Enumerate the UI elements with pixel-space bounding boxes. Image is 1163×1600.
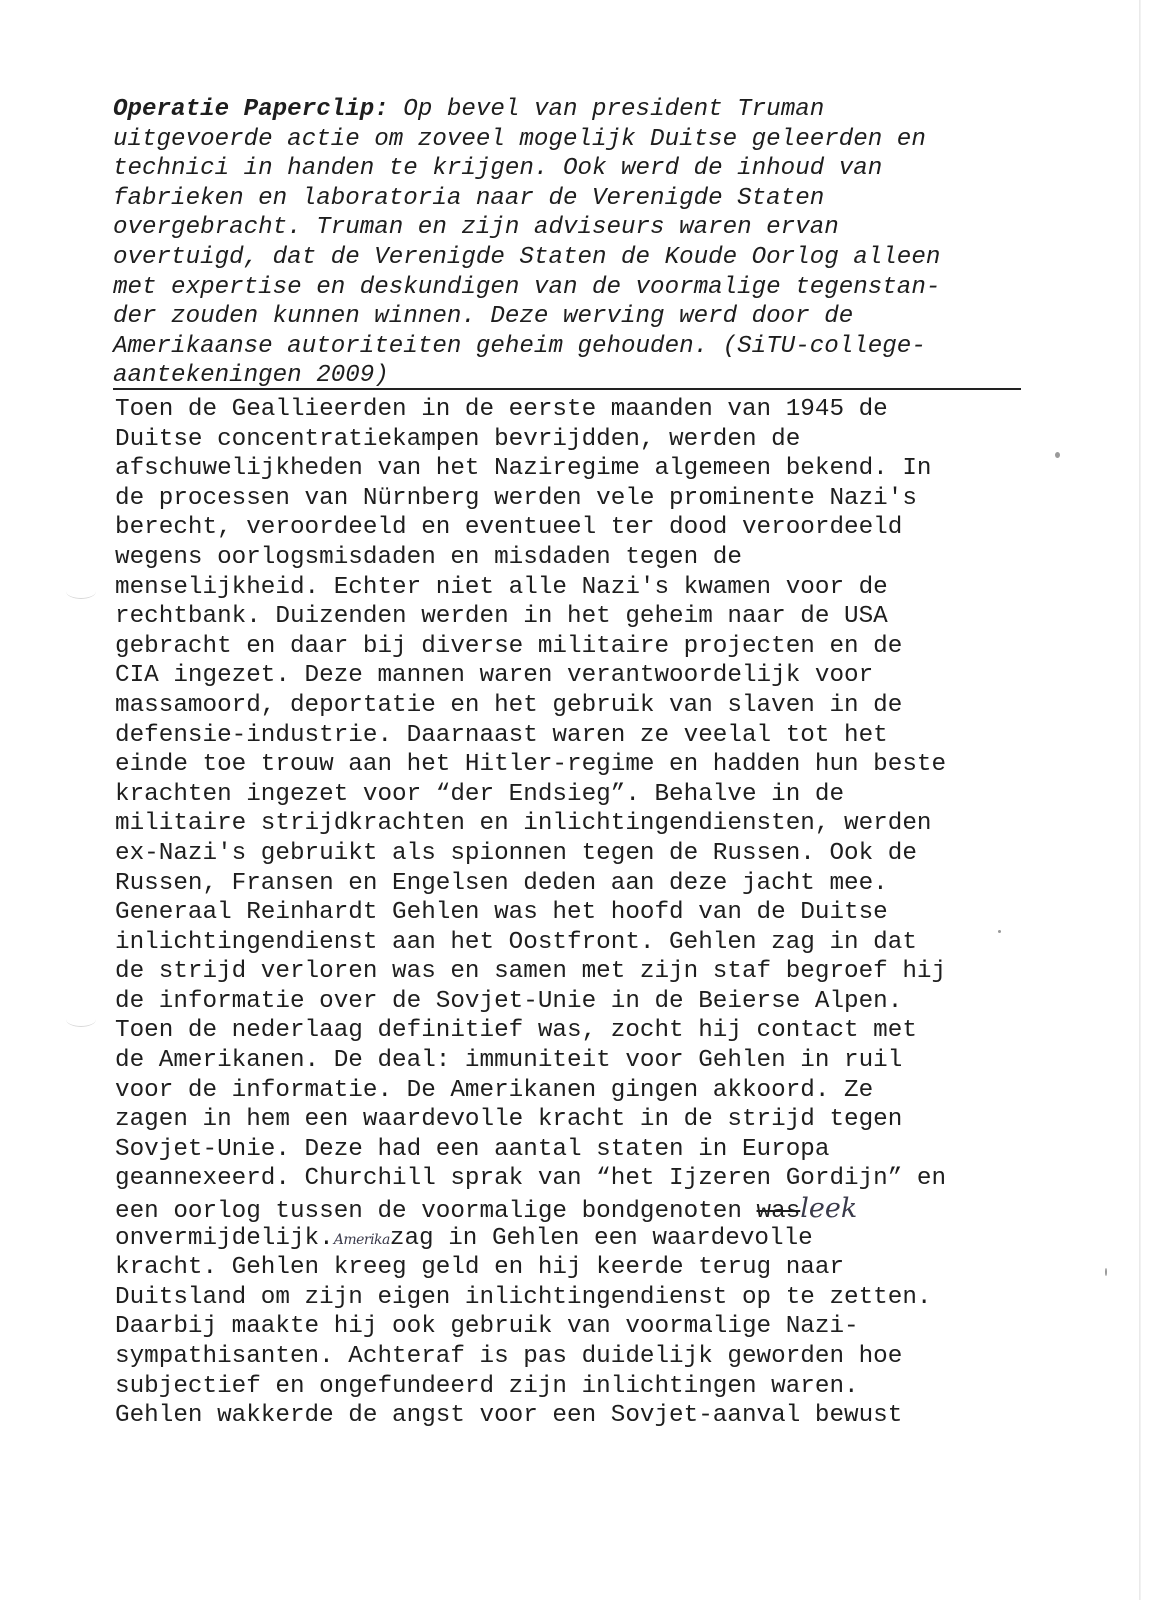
body-line: sympathisanten. Achteraf is pas duidelijk geworden hoe [115,1343,903,1370]
body-line: Generaal Reinhardt Gehlen was het hoofd van de Duitse [115,899,888,927]
body-line: gebracht en daar bij diverse militaire projecten en de [115,632,903,660]
intro-line: aantekeningen 2009) [113,362,389,390]
scan-speck [1105,1268,1107,1276]
body-line: berecht, veroordeeld en eventueel ter dood veroordeeld [115,514,903,542]
punch-hole-mark [66,584,96,599]
intro-paragraph [113,95,1013,391]
body-lines-a [115,395,1020,1194]
body-line: Duitse concentratiekampen bevrijdden, werden de [115,425,801,453]
intro-line: met expertise en deskundigen van de voormalige tegenstan- [113,273,941,301]
body-line: Daarbij maakte hij ook gebruik van voormalige Nazi- [115,1313,859,1341]
body-line: Sovjet-Unie. Deze had een aantal staten in Europa [115,1135,830,1163]
body-line: militaire strijdkrachten en inlichtingendiensten, werden [115,810,932,838]
body-line: massamoord, deportatie en het gebruik van slaven in de [115,691,903,719]
body-line: inlichtingendienst aan het Oostfront. Gehlen zag in dat [115,928,917,956]
body-line: voor de informatie. De Amerikanen gingen akkoord. Ze [115,1076,874,1104]
separator-rule [113,388,1021,390]
intro-line: Amerikaanse autoriteiten geheim gehouden. (SiTU-college- [113,332,926,360]
body-line: zagen in hem een waardevolle kracht in de strijd tegen [115,1106,903,1134]
body-line: menselijkheid. Echter niet alle Nazi's kwamen voor de [115,573,888,601]
page-edge [1139,0,1141,1600]
intro-line: fabrieken en laboratoria naar de Verenigde Staten [113,184,825,212]
body-line: subjectief en ongefundeerd zijn inlichtingen waren. [115,1372,859,1400]
handwritten-insertion: leek [800,1193,858,1225]
body-text [115,395,1020,1431]
body-line: rechtbank. Duizenden werden in het geheim naar de USA [115,603,888,631]
body-line: krachten ingezet voor “der Endsieg”. Behalve in de [115,780,845,808]
intro-line: Operatie Paperclip: Op bevel van president Truman [113,96,825,123]
body-line: Toen de Geallieerden in de eerste maanden van 1945 de [115,396,888,423]
body-line-amerika: onvermijdelijk.Amerikazag in Gehlen een waardevolle [115,1224,813,1252]
body-line: afschuwelijkheden van het Naziregime algemeen bekend. In [115,455,932,483]
intro-line: overtuigd, dat de Verenigde Staten de Koude Oorlog alleen [113,243,941,271]
body-line-strike: een oorlog tussen de voormalige bondgenoten wasleek [115,1193,858,1226]
intro-line: uitgevoerde actie om zoveel mogelijk Duitse geleerden en [113,125,926,153]
intro-line: overgebracht. Truman en zijn adviseurs waren ervan [113,214,839,242]
body-line: de informatie over de Sovjet-Unie in de Beierse Alpen. [115,987,903,1015]
body-line: de Amerikanen. De deal: immuniteit voor Gehlen in ruil [115,1047,903,1075]
body-line: geannexeerd. Churchill sprak van “het Ijzeren Gordijn” en [115,1165,947,1193]
body-line: de strijd verloren was en samen met zijn staf begroef hij [115,958,947,986]
body-line: Toen de nederlaag definitief was, zocht hij contact met [115,1017,917,1045]
body-line: kracht. Gehlen kreeg geld en hij keerde terug naar [115,1254,845,1282]
body-line: CIA ingezet. Deze mannen waren verantwoordelijk voor [115,662,874,690]
body-line: de processen van Nürnberg werden vele prominente Nazi's [115,484,917,512]
body-line: defensie-industrie. Daarnaast waren ze veelal tot het [115,721,888,749]
body-line: ex-Nazi's gebruikt als spionnen tegen de Russen. Ook de [115,839,917,867]
intro-line: der zouden kunnen winnen. Deze werving werd door de [113,303,854,331]
punch-hole-mark [66,1012,96,1027]
body-line: Gehlen wakkerde de angst voor een Sovjet-aanval bewust [115,1402,903,1430]
struck-word: was [756,1198,801,1226]
intro-term: Operatie Paperclip: [113,96,389,123]
body-line: einde toe trouw aan het Hitler-regime en hadden hun beste [115,751,947,779]
body-line: wegens oorlogsmisdaden en misdaden tegen de [115,543,742,571]
body-lines-b [115,1253,1020,1431]
body-line: Duitsland om zijn eigen inlichtingendienst op te zetten. [115,1283,932,1311]
body-line: Russen, Fransen en Engelsen deden aan deze jacht mee. [115,869,888,897]
handwritten-insertion-amerika: Amerika [333,1231,390,1248]
scan-speck [1055,452,1060,458]
intro-line: technici in handen te krijgen. Ook werd de inhoud van [113,155,883,183]
